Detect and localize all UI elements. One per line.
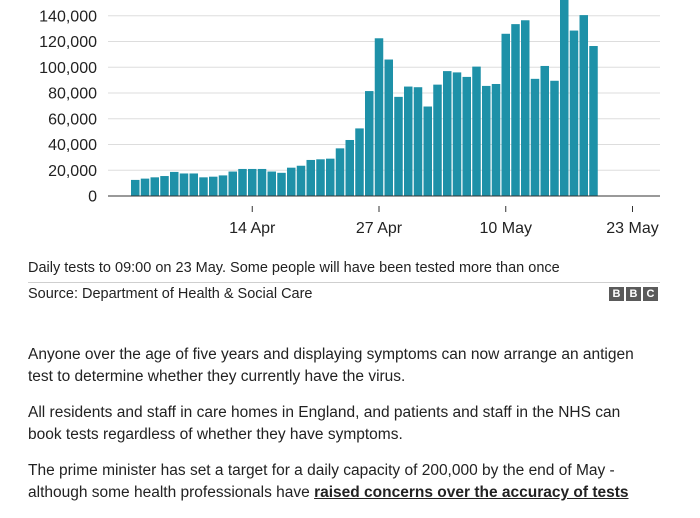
bar-11-apr bbox=[219, 175, 228, 196]
bar-10-apr bbox=[209, 177, 218, 196]
bar-10-may bbox=[502, 34, 511, 196]
x-tick-label: 10 May bbox=[479, 220, 532, 237]
bar-2-apr bbox=[131, 180, 140, 196]
y-tick-label: 60,000 bbox=[48, 111, 97, 129]
bar-18-apr bbox=[287, 168, 296, 196]
bar-17-may bbox=[570, 31, 579, 196]
bbc-logo-letter: B bbox=[626, 287, 641, 301]
bar-21-apr bbox=[316, 159, 325, 196]
chart-source: Source: Department of Health & Social Care bbox=[28, 286, 313, 302]
bar-7-apr bbox=[180, 173, 189, 196]
bar-24-apr bbox=[346, 140, 355, 196]
y-tick-label: 120,000 bbox=[39, 34, 97, 51]
bar-5-apr bbox=[160, 176, 169, 196]
bar-9-apr bbox=[199, 177, 208, 196]
bar-19-may bbox=[589, 46, 598, 196]
x-tick-label: 14 Apr bbox=[229, 220, 276, 237]
bar-15-may bbox=[550, 81, 559, 196]
bar-16-may bbox=[560, 0, 569, 196]
article-paragraph: All residents and staff in care homes in England, and patients and staff in the NHS can book tests regardless of whether they have symptoms. bbox=[28, 404, 621, 443]
bar-1-may bbox=[414, 87, 423, 196]
bar-29-apr bbox=[394, 97, 403, 196]
accuracy-concerns-link[interactable]: raised concerns over the accuracy of tests bbox=[314, 484, 629, 501]
article-text: The prime minister has set a target for a daily capacity of 200,000 by the end of May - although some health professionals have bbox=[28, 462, 615, 501]
bbc-logo bbox=[609, 287, 658, 301]
bar-17-apr bbox=[277, 173, 286, 196]
bar-4-may bbox=[443, 71, 452, 196]
y-tick-label: 140,000 bbox=[39, 8, 97, 26]
chart-footnote: Daily tests to 09:00 on 23 May. Some people will have been tested more than once bbox=[28, 260, 560, 276]
bar-20-apr bbox=[307, 160, 316, 196]
bar-3-apr bbox=[141, 179, 150, 196]
bar-28-apr bbox=[385, 60, 394, 196]
bar-6-apr bbox=[170, 172, 179, 196]
bar-27-apr bbox=[375, 38, 384, 196]
bar-12-apr bbox=[229, 172, 238, 196]
bar-5-may bbox=[453, 72, 462, 196]
bar-15-apr bbox=[258, 169, 267, 196]
y-tick-label: 0 bbox=[88, 188, 97, 206]
bar-16-apr bbox=[268, 172, 277, 196]
y-tick-label: 80,000 bbox=[48, 85, 97, 103]
bar-22-apr bbox=[326, 159, 335, 196]
bar-11-may bbox=[511, 24, 520, 196]
bar-2-may bbox=[424, 107, 433, 196]
bar-12-may bbox=[521, 20, 530, 196]
bar-25-apr bbox=[355, 128, 364, 196]
bar-18-may bbox=[580, 15, 589, 196]
y-tick-label: 100,000 bbox=[39, 59, 97, 77]
x-tick-label: 23 May bbox=[606, 220, 659, 237]
daily-tests-chart bbox=[0, 0, 700, 250]
bar-23-apr bbox=[336, 148, 345, 196]
article-paragraph: Anyone over the age of five years and displaying symptoms can now arrange an antigen test to determine whether they currently have the virus. bbox=[28, 346, 634, 385]
bar-7-may bbox=[472, 67, 481, 196]
y-tick-label: 40,000 bbox=[48, 137, 97, 154]
bar-13-may bbox=[531, 79, 540, 196]
bar-13-apr bbox=[238, 169, 247, 196]
article-body bbox=[28, 344, 658, 518]
bar-14-may bbox=[541, 66, 550, 196]
bar-30-apr bbox=[404, 87, 413, 196]
x-tick-label: 27 Apr bbox=[355, 220, 403, 237]
bar-26-apr bbox=[365, 91, 374, 196]
bbc-logo-letter: C bbox=[643, 287, 658, 301]
bar-9-may bbox=[492, 84, 501, 196]
article-paragraph bbox=[28, 460, 658, 504]
bar-3-may bbox=[433, 85, 442, 196]
caption-divider bbox=[28, 282, 660, 283]
bbc-logo-letter: B bbox=[609, 287, 624, 301]
bar-4-apr bbox=[151, 177, 160, 196]
bar-6-may bbox=[463, 77, 472, 196]
bar-14-apr bbox=[248, 169, 257, 196]
y-tick-label: 20,000 bbox=[48, 162, 97, 180]
bar-8-apr bbox=[190, 173, 199, 196]
bar-19-apr bbox=[297, 166, 306, 196]
bar-8-may bbox=[482, 86, 491, 196]
